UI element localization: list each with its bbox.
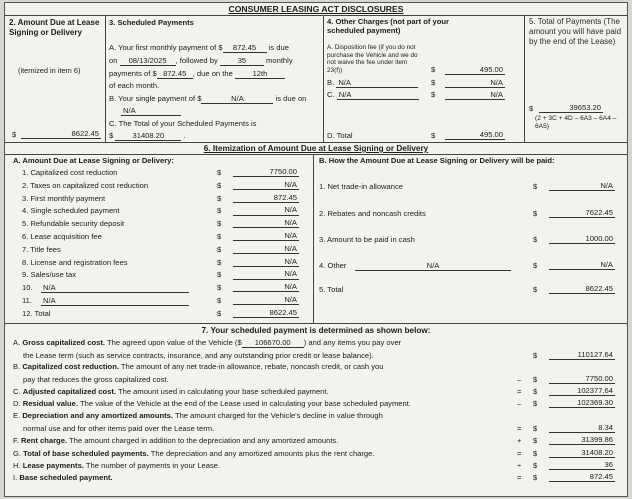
section7-item-line [13,387,329,396]
section7-item-line [13,362,383,371]
section7-item-line2: normal use and for other items paid over the Lease term. [23,423,215,433]
section7-item-key: D. [13,399,21,408]
operator-sign: = [517,473,522,482]
currency-sign: $ [431,131,436,140]
divider [5,15,627,16]
section7-item-title: Base scheduled payment. [19,473,113,482]
item-6a-label: 12. Total [22,308,51,318]
section7-item-value: 102377.64 [549,386,615,396]
item-6a-value: N/A [233,295,299,305]
currency-sign: $ [529,104,534,113]
box2-amount: 8622.45 [21,129,101,139]
item-6a-value: N/A [233,180,299,190]
section7-item-line2: pay that reduces the gross capitalized cost. [23,374,169,384]
item-6b-label: 3. Amount to be paid in cash [319,235,415,244]
section7-item-value: 31408.20 [549,448,615,458]
box4-a-label: A. Disposition fee (if you do not purchase the Vehicle and we do not waive the fee under item 23(f)) [327,44,418,75]
payment-count: 35 [220,56,264,66]
section7-item-text: The depreciation and any amortized amounts plus the rent charge. [150,449,375,458]
section7-item-text2: ) and any items you pay over [303,338,402,347]
item-6b-value: 8622.45 [549,284,615,294]
currency-sign: $ [217,283,222,293]
box4-a-value: 495.00 [445,65,505,75]
divider [105,15,106,142]
section7-item-value: 36 [549,460,615,470]
section6-b-title: B. How the Amount Due at Lease Signing or Delivery will be paid: [319,156,555,165]
due-day: 12th [235,69,285,79]
divider [323,15,324,142]
currency-sign: $ [217,308,222,318]
currency-sign: $ [533,436,538,445]
item-6a-name: N/A [41,296,189,306]
section7-item-text: The amount charged in addition to the depreciation and any amortized amounts. [69,436,339,445]
item-6a-label: 9. Sales/use tax [22,270,77,280]
section7-item-text: The amount of any net trade-in allowance, rebate, noncash credit, or cash you [120,362,384,371]
currency-sign: $ [533,182,538,191]
operator-sign: – [517,399,522,408]
box3-line-c2: $ 31408.20 . [109,131,186,140]
box3-line-b2 [121,106,181,116]
box4-title: 4. Other Charges (not part of your scheduled payment) [327,17,449,36]
currency-sign: $ [533,285,538,294]
item-6a-value: N/A [233,218,299,228]
divider [5,142,627,143]
box5-amount: 39653.20 [539,103,603,113]
lease-disclosure-form [4,2,628,497]
item-6a-label: 5. Refundable security deposit [22,219,125,229]
divider [5,154,627,155]
item-6a-value: N/A [233,244,299,254]
box3-line-b: B. Your single payment of $ N/A is due on [109,94,307,103]
currency-sign: $ [431,90,436,99]
operator-sign: ÷ [517,461,522,470]
section7-item-value: 31399.86 [549,435,615,445]
section7-item-line2: the Lease term (such as service contracts, insurance, and any outstanding prior credit or lease balance). [23,350,374,360]
currency-sign: $ [533,449,538,458]
currency-sign: $ [431,78,436,87]
item-6b-value: N/A [549,181,615,191]
box3-line-a4: of each month. [109,81,160,90]
currency-sign: $ [533,424,538,433]
item-6a-label: 1. Capitalized cost reduction [22,168,118,177]
box5-title: 5. Total of Payments (The amount you will have paid by the end of the Lease) [529,17,622,46]
item-6a-label: 11. [22,296,32,305]
currency-sign: $ [533,235,538,244]
section7-item-title: Total of base scheduled payments. [23,449,149,458]
first-payment: 872.45 [223,43,267,53]
currency-sign: $ [533,261,538,270]
item-6a-value: 8622.45 [233,308,299,318]
currency-sign: $ [533,387,538,396]
box3-line-a2: on 08/13/2025 , followed by 35 monthly [109,56,293,65]
section7-item-value: 102369.30 [549,398,615,408]
section7-title: 7. Your scheduled payment is determined as shown below: [201,326,431,335]
single-payment: N/A [201,94,273,104]
currency-sign: $ [431,65,436,74]
item-6a-label: 3. First monthly payment [22,193,106,203]
section7-item-text: The number of payments in your Lease. [85,461,221,470]
item-6a-value: 872.45 [233,193,299,203]
section7-item-key: I. [13,473,18,482]
section7-item-value: 110127.64 [549,350,615,360]
item-6b-label: 2. Rebates and noncash credits [319,209,426,218]
section7-item-title: Lease payments. [22,461,84,470]
single-due: N/A [121,106,181,116]
section7-item-line [13,449,374,458]
currency-sign: $ [217,168,222,177]
item-6b-value: 1000.00 [549,234,615,244]
section7-item-key: E. [13,411,21,420]
item-6b-value: N/A [549,260,615,270]
section7-item-title: Residual value. [22,399,79,408]
section7-item-line [13,473,113,482]
item-6b-label: 1. Net trade-in allowance [319,182,403,191]
item-6a-value: N/A [233,282,299,292]
box4-c: C. N/A [327,90,419,100]
item-6a-name: N/A [41,283,189,293]
operator-sign: = [517,387,522,396]
operator-sign: + [517,436,522,445]
item-6a-label: 2. Taxes on capitalized cost reduction [22,180,149,190]
item-6a-value: N/A [233,257,299,267]
section7-item-text: The amount charged for the Vehicle's decline in value through [174,411,383,420]
item-6a-value: N/A [233,231,299,241]
section7-item-title: Rent charge. [21,436,68,445]
box4-b-value: N/A [445,78,505,88]
operator-sign: = [517,424,522,433]
total-scheduled: 31408.20 [115,131,181,141]
monthly-payment: 872.45 [157,69,193,79]
section7-item-title: Adjusted capitalized cost. [22,387,116,396]
box2-note: (itemized in item 6) [18,66,81,75]
section6-title: 6. Itemization of Amount Due at Lease Signing or Delivery [203,144,429,153]
currency-sign: $ [217,219,222,229]
section7-item-line [13,399,411,408]
section7-item-title: Capitalized cost reduction. [22,362,119,371]
currency-sign: $ [217,244,222,254]
item-6b-label: 5. Total [319,285,344,294]
section7-item-key: H. [13,461,21,470]
item-6a-label: 10. [22,283,33,293]
currency-sign: $ [217,232,222,241]
section7-item-line [13,436,338,445]
currency-sign: $ [217,206,222,216]
currency-sign: $ [533,351,538,360]
divider [524,15,525,142]
section6-a-title: A. Amount Due at Lease Signing or Delivery: [13,156,174,165]
currency-sign: $ [217,257,222,267]
gross-vehicle-value: 106670.00 [242,338,304,348]
item-6b-label: 4. Other [319,261,347,270]
divider [313,154,314,323]
item-6b-value: 7622.45 [549,208,615,218]
operator-sign: – [517,375,522,384]
section7-item-value: 872.45 [549,472,615,482]
item-6a-label: 6. Lease acquisition fee [22,232,102,241]
box4-b: B. N/A [327,78,418,88]
item-6a-value: N/A [233,269,299,279]
section7-item-line [13,411,383,420]
currency-sign: $ [533,473,538,482]
box4-total: 495.00 [445,130,505,140]
section7-item-key: C. [13,387,21,396]
section7-item-title: Gross capitalized cost. [22,338,106,347]
divider [5,323,627,324]
section7-item-text: The value of the Vehicle at the end of the Lease used in calculating your base scheduled payment. [80,399,411,408]
currency-sign: $ [533,461,538,470]
first-date: 08/13/2025 [120,56,176,66]
box3-line-a: A. Your first monthly payment of $ 872.45 is due [109,43,289,52]
section7-item-text: The amount used in calculating your base scheduled payment. [117,387,329,396]
section7-item-line [13,338,401,348]
currency-sign: $ [533,375,538,384]
currency-sign: $ [12,130,17,139]
box5-formula: (2 + 3C + 4D – 6A3 – 6A4 – 6A5) [535,115,617,131]
operator-sign: = [517,449,522,458]
form-title: CONSUMER LEASING ACT DISCLOSURES [228,4,404,14]
box2-title: 2. Amount Due at Lease Signing or Delivery [9,18,100,37]
item-6a-label: 4. Single scheduled payment [22,206,120,216]
currency-sign: $ [533,209,538,218]
box4-total-label: D. Total [327,131,353,140]
box4-c-value: N/A [445,90,505,100]
section7-item-key: A. [13,338,21,347]
section7-item-key: B. [13,362,21,371]
currency-sign: $ [217,270,222,280]
section7-item-line [13,461,220,470]
box3-title: 3. Scheduled Payments [109,18,194,27]
section7-item-key: F. [13,436,19,445]
item-6b-name: N/A [355,261,511,271]
currency-sign: $ [217,193,222,203]
item-6a-value: N/A [233,205,299,215]
section7-item-text: The agreed upon value of the Vehicle ($ [107,338,242,347]
section7-item-value: 7750.00 [549,374,615,384]
section7-item-value: 8.34 [549,423,615,433]
item-6a-value: 7750.00 [233,167,299,177]
item-6a-label: 8. License and registration fees [22,257,128,267]
section7-item-title: Depreciation and any amortized amounts. [22,411,173,420]
item-6a-label: 7. Title fees [22,244,61,254]
currency-sign: $ [533,399,538,408]
box3-line-c: C. The Total of your Scheduled Payments is [109,119,257,128]
section7-item-key: G. [13,449,22,458]
currency-sign: $ [217,180,222,190]
currency-sign: $ [217,296,222,305]
box3-line-a3: payments of $ 872.45 , due on the 12th [109,69,285,79]
